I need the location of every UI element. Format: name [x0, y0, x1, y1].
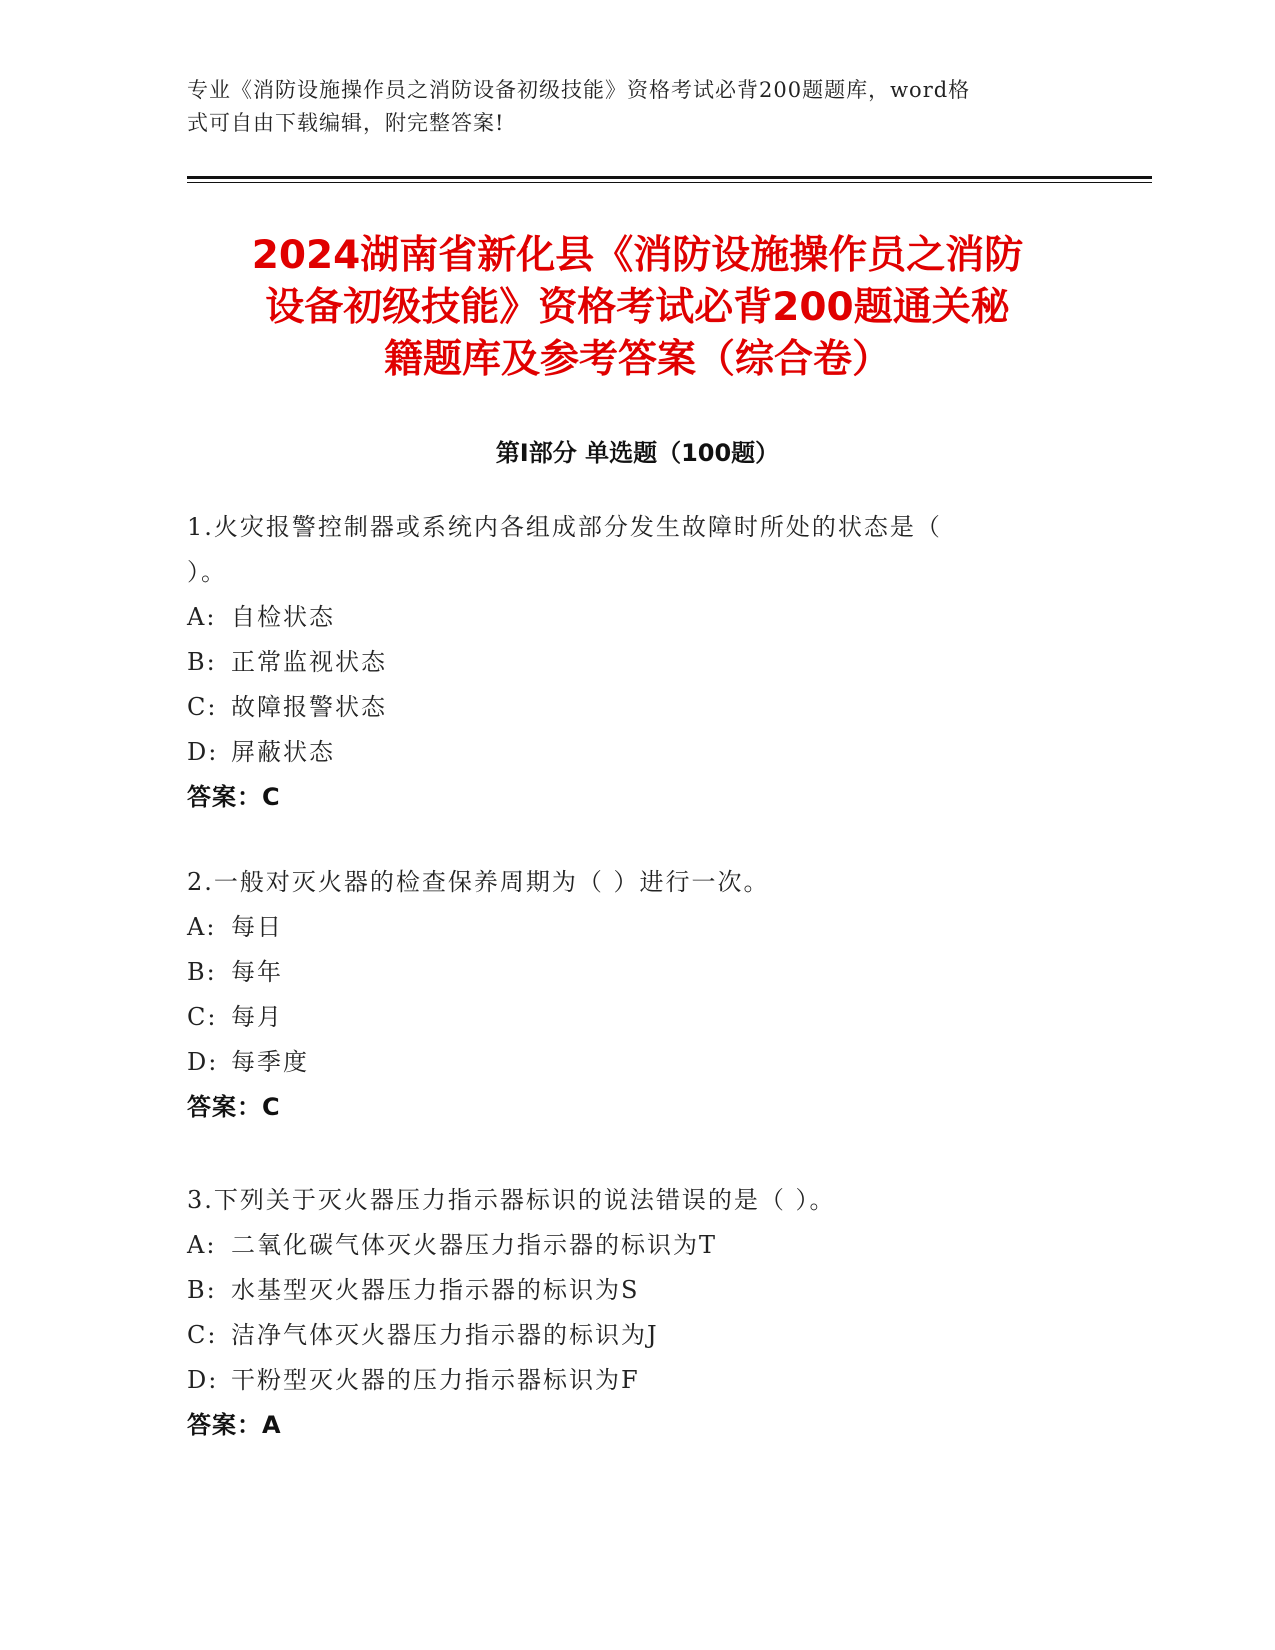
question-3-answer: 答案：A: [187, 1411, 282, 1439]
option-label: D:: [187, 1366, 219, 1394]
document-title-line-2: 设备初级技能》资格考试必背200题通关秘: [265, 285, 1010, 330]
section-heading: 第Ⅰ部分 单选题（100题）: [495, 439, 780, 467]
question-1-option-d: [187, 730, 1067, 775]
option-label: A:: [187, 603, 217, 631]
header-note-line-2: 式可自由下载编辑，附完整答案!: [187, 111, 505, 135]
header-note: [187, 74, 1067, 140]
question-1-option-c: [187, 685, 1067, 730]
document-title: [150, 230, 1125, 386]
option-label: B:: [187, 648, 217, 676]
question-1-answer: 答案：C: [187, 783, 281, 811]
question-3-option-d: [187, 1358, 1067, 1403]
header-divider-thin: [187, 182, 1152, 183]
question-2-option-c: [187, 995, 1067, 1040]
question-2-option-a: [187, 905, 1067, 950]
question-1: [187, 505, 1067, 820]
question-2-stem: 2.一般对灭火器的检查保养周期为（ ）进行一次。: [187, 868, 770, 896]
option-text: 故障报警状态: [231, 693, 387, 721]
option-text: 自检状态: [231, 603, 335, 631]
option-text: 洁净气体灭火器压力指示器的标识为J: [231, 1321, 659, 1349]
option-label: C:: [187, 1003, 218, 1031]
option-label: C:: [187, 693, 218, 721]
question-2-option-d: [187, 1040, 1067, 1085]
question-2-option-b: [187, 950, 1067, 995]
option-label: D:: [187, 738, 219, 766]
option-label: D:: [187, 1048, 219, 1076]
question-3-option-a: [187, 1223, 1067, 1268]
option-text: 每季度: [231, 1048, 309, 1076]
option-label: A:: [187, 913, 217, 941]
question-1-option-b: [187, 640, 1067, 685]
option-text: 每年: [231, 958, 283, 986]
question-1-option-a: [187, 595, 1067, 640]
header-divider-thick: [187, 176, 1152, 179]
question-2-answer: 答案：C: [187, 1093, 281, 1121]
question-1-stem-line-1: 1.火灾报警控制器或系统内各组成部分发生故障时所处的状态是（: [187, 513, 942, 541]
option-text: 正常监视状态: [231, 648, 387, 676]
document-title-line-3: 籍题库及参考答案（综合卷）: [383, 337, 891, 382]
question-3-option-b: [187, 1268, 1067, 1313]
option-text: 二氧化碳气体灭火器压力指示器的标识为T: [231, 1231, 718, 1259]
question-3-stem: 3.下列关于灭火器压力指示器标识的说法错误的是（ ）。: [187, 1186, 836, 1214]
option-text: 屏蔽状态: [231, 738, 335, 766]
option-text: 干粉型灭火器的压力指示器标识为F: [231, 1366, 640, 1394]
question-2: [187, 860, 1067, 1130]
option-label: B:: [187, 1276, 217, 1304]
option-text: 每月: [231, 1003, 283, 1031]
question-3: [187, 1178, 1067, 1448]
option-label: C:: [187, 1321, 218, 1349]
option-label: A:: [187, 1231, 217, 1259]
option-label: B:: [187, 958, 217, 986]
option-text: 每日: [231, 913, 283, 941]
question-1-stem-line-2: ）。: [187, 558, 227, 586]
header-note-line-1: 专业《消防设施操作员之消防设备初级技能》资格考试必背200题题库，word格: [187, 78, 971, 102]
question-3-option-c: [187, 1313, 1067, 1358]
option-text: 水基型灭火器压力指示器的标识为S: [231, 1276, 640, 1304]
document-title-line-1: 2024湖南省新化县《消防设施操作员之消防: [251, 233, 1024, 278]
